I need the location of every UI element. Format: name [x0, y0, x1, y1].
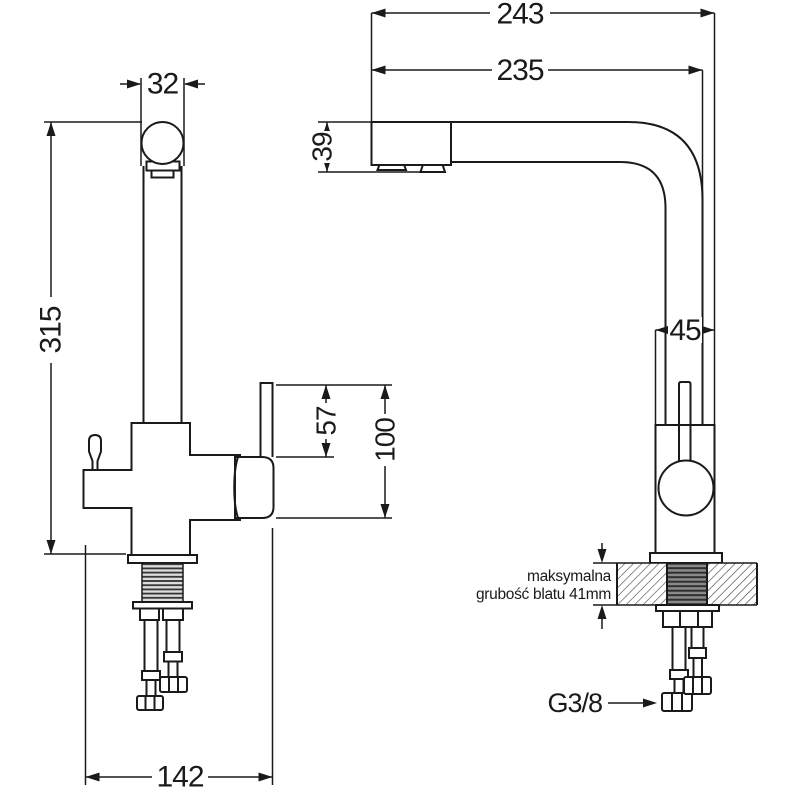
mounting-thread	[142, 563, 183, 602]
mixer-body	[84, 423, 241, 555]
dim-knob-width-value: 32	[146, 67, 179, 101]
outlet-pipe	[260, 383, 274, 457]
side-lever	[89, 435, 101, 470]
dim-spout-head-height-value: 39	[306, 132, 338, 162]
dim-spout-depth-value: 235	[496, 54, 544, 87]
spout-head	[372, 122, 452, 165]
counter-note-line2: grubość blatu 41mm	[475, 586, 611, 603]
dim-total-height-value: 315	[34, 306, 68, 354]
hose-connectors	[140, 609, 183, 621]
base-flange-side	[650, 553, 722, 563]
countertop-slab	[593, 563, 757, 605]
dim-total-depth-value: 243	[496, 0, 544, 31]
ball-joint	[659, 461, 714, 516]
dim-base-width	[656, 314, 715, 425]
front-view-faucet	[84, 122, 274, 710]
supply-hoses-front	[137, 620, 187, 710]
side-view-dimensions	[307, 0, 715, 718]
base-flange	[128, 555, 197, 563]
counter-note-line1: maksymalna	[527, 568, 611, 585]
supply-hoses-side	[662, 627, 711, 711]
dim-counter-thickness	[476, 543, 612, 629]
dim-outlet-rise-value: 57	[310, 406, 342, 436]
dim-outlet-height-value: 100	[369, 418, 401, 462]
front-view-dimensions	[35, 68, 401, 794]
dim-outlet-height	[276, 385, 401, 518]
thread-through-counter	[667, 563, 707, 605]
dim-base-width-value: 45	[669, 314, 701, 347]
mounting-nut-side	[663, 611, 712, 627]
riser-shaft	[144, 166, 182, 423]
spout-knob	[142, 122, 184, 164]
dim-base-span-value: 142	[156, 760, 204, 794]
spout-arm	[451, 122, 703, 425]
side-view-faucet	[369, 122, 758, 711]
spout-outlet	[234, 383, 273, 518]
hose-thread-value: G3/8	[547, 688, 602, 718]
callout-hose-thread	[547, 688, 657, 718]
